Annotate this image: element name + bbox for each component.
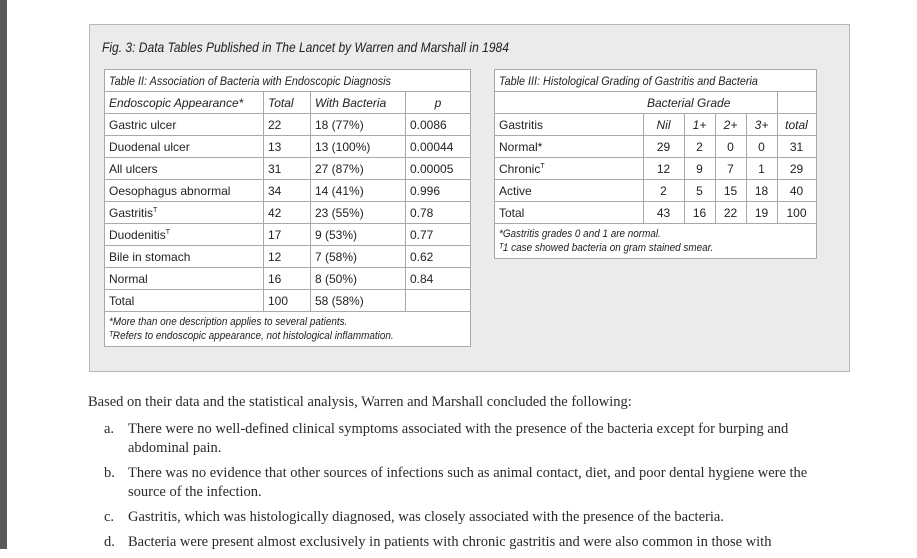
- table-row: [105, 224, 471, 246]
- list-item-label: d.: [104, 534, 115, 550]
- figure-title: Fig. 3: Data Tables Published in The Lancet by Warren and Marshall in 1984: [102, 39, 509, 55]
- list-item-text: Gastritis, which was histologically diagnosed, was closely associated with the presence of the bacteria.: [128, 509, 724, 525]
- table-ii-header: With Bacteria: [311, 92, 406, 114]
- table-row: [105, 246, 471, 268]
- table-ii-cell-name: [105, 268, 264, 290]
- table-iii-name-text: Normal*: [499, 139, 543, 154]
- table-iii-name-text: Total: [499, 205, 525, 220]
- table-ii-cell-p: 0.996: [406, 180, 471, 202]
- table-ii-header: p: [406, 92, 471, 114]
- table-ii-cell-name: [105, 246, 264, 268]
- table-row: [495, 136, 817, 158]
- table-iii: [494, 69, 817, 259]
- table-iii-cell-value: 29: [777, 158, 816, 180]
- table-ii-cell-p: 0.84: [406, 268, 471, 290]
- table-ii-name-text: All ulcers: [109, 161, 158, 176]
- table-ii-cell-bacteria: 27 (87%): [311, 158, 406, 180]
- list-item: [88, 420, 848, 458]
- table-iii-cell-value: 43: [643, 202, 684, 224]
- table-ii-cell-p: 0.00044: [406, 136, 471, 158]
- table-iii-header: Gastritis: [495, 114, 644, 136]
- table-row: [495, 202, 817, 224]
- table-ii-header: Total: [264, 92, 311, 114]
- table-ii-note: *More than one description applies to several patients.: [109, 316, 348, 328]
- table-ii-caption: [105, 70, 471, 92]
- table-iii-cell-name: [495, 136, 644, 158]
- table-row: [495, 180, 817, 202]
- footnote-mark: T: [153, 206, 158, 214]
- table-iii-note: *Gastritis grades 0 and 1 are normal.: [499, 228, 661, 240]
- table-iii-note: ᵀ1 case showed bacteria on gram stained smear.: [499, 242, 714, 254]
- table-ii-cell-bacteria: 7 (58%): [311, 246, 406, 268]
- list-item: [88, 533, 848, 552]
- table-ii-cell-name: [105, 136, 264, 158]
- table-ii-cell-p: 0.00005: [406, 158, 471, 180]
- table-row: [105, 202, 471, 224]
- table-iii-caption: [495, 70, 817, 92]
- table-iii-cell-value: 22: [715, 202, 746, 224]
- list-item-text: There were no well-defined clinical symptoms associated with the presence of the bacteria except for burping and abdominal pain.: [128, 421, 789, 456]
- table-ii-cell-bacteria: 18 (77%): [311, 114, 406, 136]
- table-iii-header: Nil: [643, 114, 684, 136]
- table-ii-cell-total: 16: [264, 268, 311, 290]
- table-iii-cell-value: 100: [777, 202, 816, 224]
- table-ii-name-text: Oesophagus abnormal: [109, 183, 231, 198]
- table-iii-cell-value: 29: [643, 136, 684, 158]
- conclusions-list: [88, 420, 848, 552]
- table-iii-cell-value: 7: [715, 158, 746, 180]
- list-item-label: b.: [104, 465, 115, 481]
- figure-box: [89, 24, 850, 372]
- table-ii-cell-bacteria: 14 (41%): [311, 180, 406, 202]
- intro-paragraph: Based on their data and the statistical analysis, Warren and Marshall concluded the following:: [88, 394, 632, 410]
- table-ii-cell-p: 0.0086: [406, 114, 471, 136]
- table-iii-cell-value: 40: [777, 180, 816, 202]
- table-iii-cell-value: 0: [715, 136, 746, 158]
- table-row: [105, 268, 471, 290]
- table-iii-cell-value: 5: [684, 180, 715, 202]
- footnote-mark: T: [540, 162, 545, 170]
- table-ii-cell-bacteria: 23 (55%): [311, 202, 406, 224]
- table-iii-cell-value: 31: [777, 136, 816, 158]
- table-ii: [104, 69, 471, 347]
- table-ii-name-text: Bile in stomach: [109, 249, 191, 264]
- table-iii-header: 2+: [715, 114, 746, 136]
- table-ii-name-text: Duodenitis: [109, 227, 166, 242]
- table-ii-cell-name: [105, 290, 264, 312]
- table-iii-header: 3+: [746, 114, 777, 136]
- table-ii-cell-total: 22: [264, 114, 311, 136]
- table-ii-name-text: Normal: [109, 271, 148, 286]
- table-iii-cell-value: 2: [643, 180, 684, 202]
- table-iii-cell-name: [495, 180, 644, 202]
- table-iii-cell-value: 18: [746, 180, 777, 202]
- list-item-label: c.: [104, 509, 115, 525]
- table-ii-cell-name: [105, 158, 264, 180]
- table-ii-name-text: Gastric ulcer: [109, 117, 177, 132]
- list-item-text: Bacteria were present almost exclusively in patients with chronic gastritis and were also common in those with: [128, 534, 772, 550]
- table-iii-blank: [495, 92, 644, 114]
- table-row: [495, 158, 817, 180]
- table-ii-cell-p: [406, 290, 471, 312]
- table-iii-cell-value: 9: [684, 158, 715, 180]
- table-ii-cell-name: [105, 224, 264, 246]
- table-ii-caption-text: Table II: Association of Bacteria with Endoscopic Diagnosis: [109, 73, 391, 88]
- table-ii-cell-p: 0.78: [406, 202, 471, 224]
- table-iii-cell-name: [495, 202, 644, 224]
- table-iii-cell-value: 16: [684, 202, 715, 224]
- list-item-text: There was no evidence that other sources of infections such as animal contact, diet, and poor dental hygiene were the source of the infection.: [128, 465, 808, 500]
- table-iii-caption-text: Table III: Histological Grading of Gastritis and Bacteria: [499, 73, 758, 88]
- table-row: [105, 136, 471, 158]
- table-ii-cell-bacteria: 13 (100%): [311, 136, 406, 158]
- table-ii-cell-total: 31: [264, 158, 311, 180]
- list-item: [88, 464, 848, 502]
- table-ii-header: Endoscopic Appearance*: [105, 92, 264, 114]
- table-ii-cell-bacteria: 58 (58%): [311, 290, 406, 312]
- table-iii-cell-value: 19: [746, 202, 777, 224]
- table-iii-cell-value: 2: [684, 136, 715, 158]
- table-ii-cell-name: [105, 180, 264, 202]
- table-ii-cell-total: 13: [264, 136, 311, 158]
- table-iii-cell-value: 1: [746, 158, 777, 180]
- table-ii-name-text: Duodenal ulcer: [109, 139, 190, 154]
- table-iii-group-header: Bacterial Grade: [643, 92, 777, 114]
- table-iii-cell-value: 0: [746, 136, 777, 158]
- list-item: [88, 508, 848, 527]
- table-ii-cell-total: 100: [264, 290, 311, 312]
- table-iii-cell-name: [495, 158, 644, 180]
- table-iii-blank: [777, 92, 816, 114]
- table-iii-header: 1+: [684, 114, 715, 136]
- table-row: [105, 158, 471, 180]
- table-row: [105, 180, 471, 202]
- body-text: [88, 394, 848, 558]
- table-ii-cell-total: 42: [264, 202, 311, 224]
- table-ii-notes: [105, 312, 471, 347]
- table-iii-cell-value: 12: [643, 158, 684, 180]
- table-ii-cell-p: 0.77: [406, 224, 471, 246]
- table-iii-cell-value: 15: [715, 180, 746, 202]
- table-ii-cell-total: 17: [264, 224, 311, 246]
- table-row: [105, 290, 471, 312]
- page-edge-bar: [0, 0, 7, 549]
- list-item-label: a.: [104, 421, 115, 437]
- table-ii-cell-p: 0.62: [406, 246, 471, 268]
- table-ii-cell-bacteria: 8 (50%): [311, 268, 406, 290]
- table-iii-notes: [495, 224, 817, 259]
- table-ii-cell-name: [105, 114, 264, 136]
- table-ii-name-text: Total: [109, 293, 135, 308]
- table-ii-name-text: Gastritis: [109, 205, 154, 220]
- table-iii-name-text: Active: [499, 183, 532, 198]
- table-row: [105, 114, 471, 136]
- footnote-mark: T: [165, 228, 170, 236]
- table-ii-cell-name: [105, 202, 264, 224]
- table-iii-name-text: Chronic: [499, 161, 541, 176]
- table-ii-note: ᵀRefers to endoscopic appearance, not histological inflammation.: [109, 330, 394, 342]
- table-ii-cell-total: 34: [264, 180, 311, 202]
- table-ii-cell-total: 12: [264, 246, 311, 268]
- table-iii-header: total: [777, 114, 816, 136]
- table-ii-cell-bacteria: 9 (53%): [311, 224, 406, 246]
